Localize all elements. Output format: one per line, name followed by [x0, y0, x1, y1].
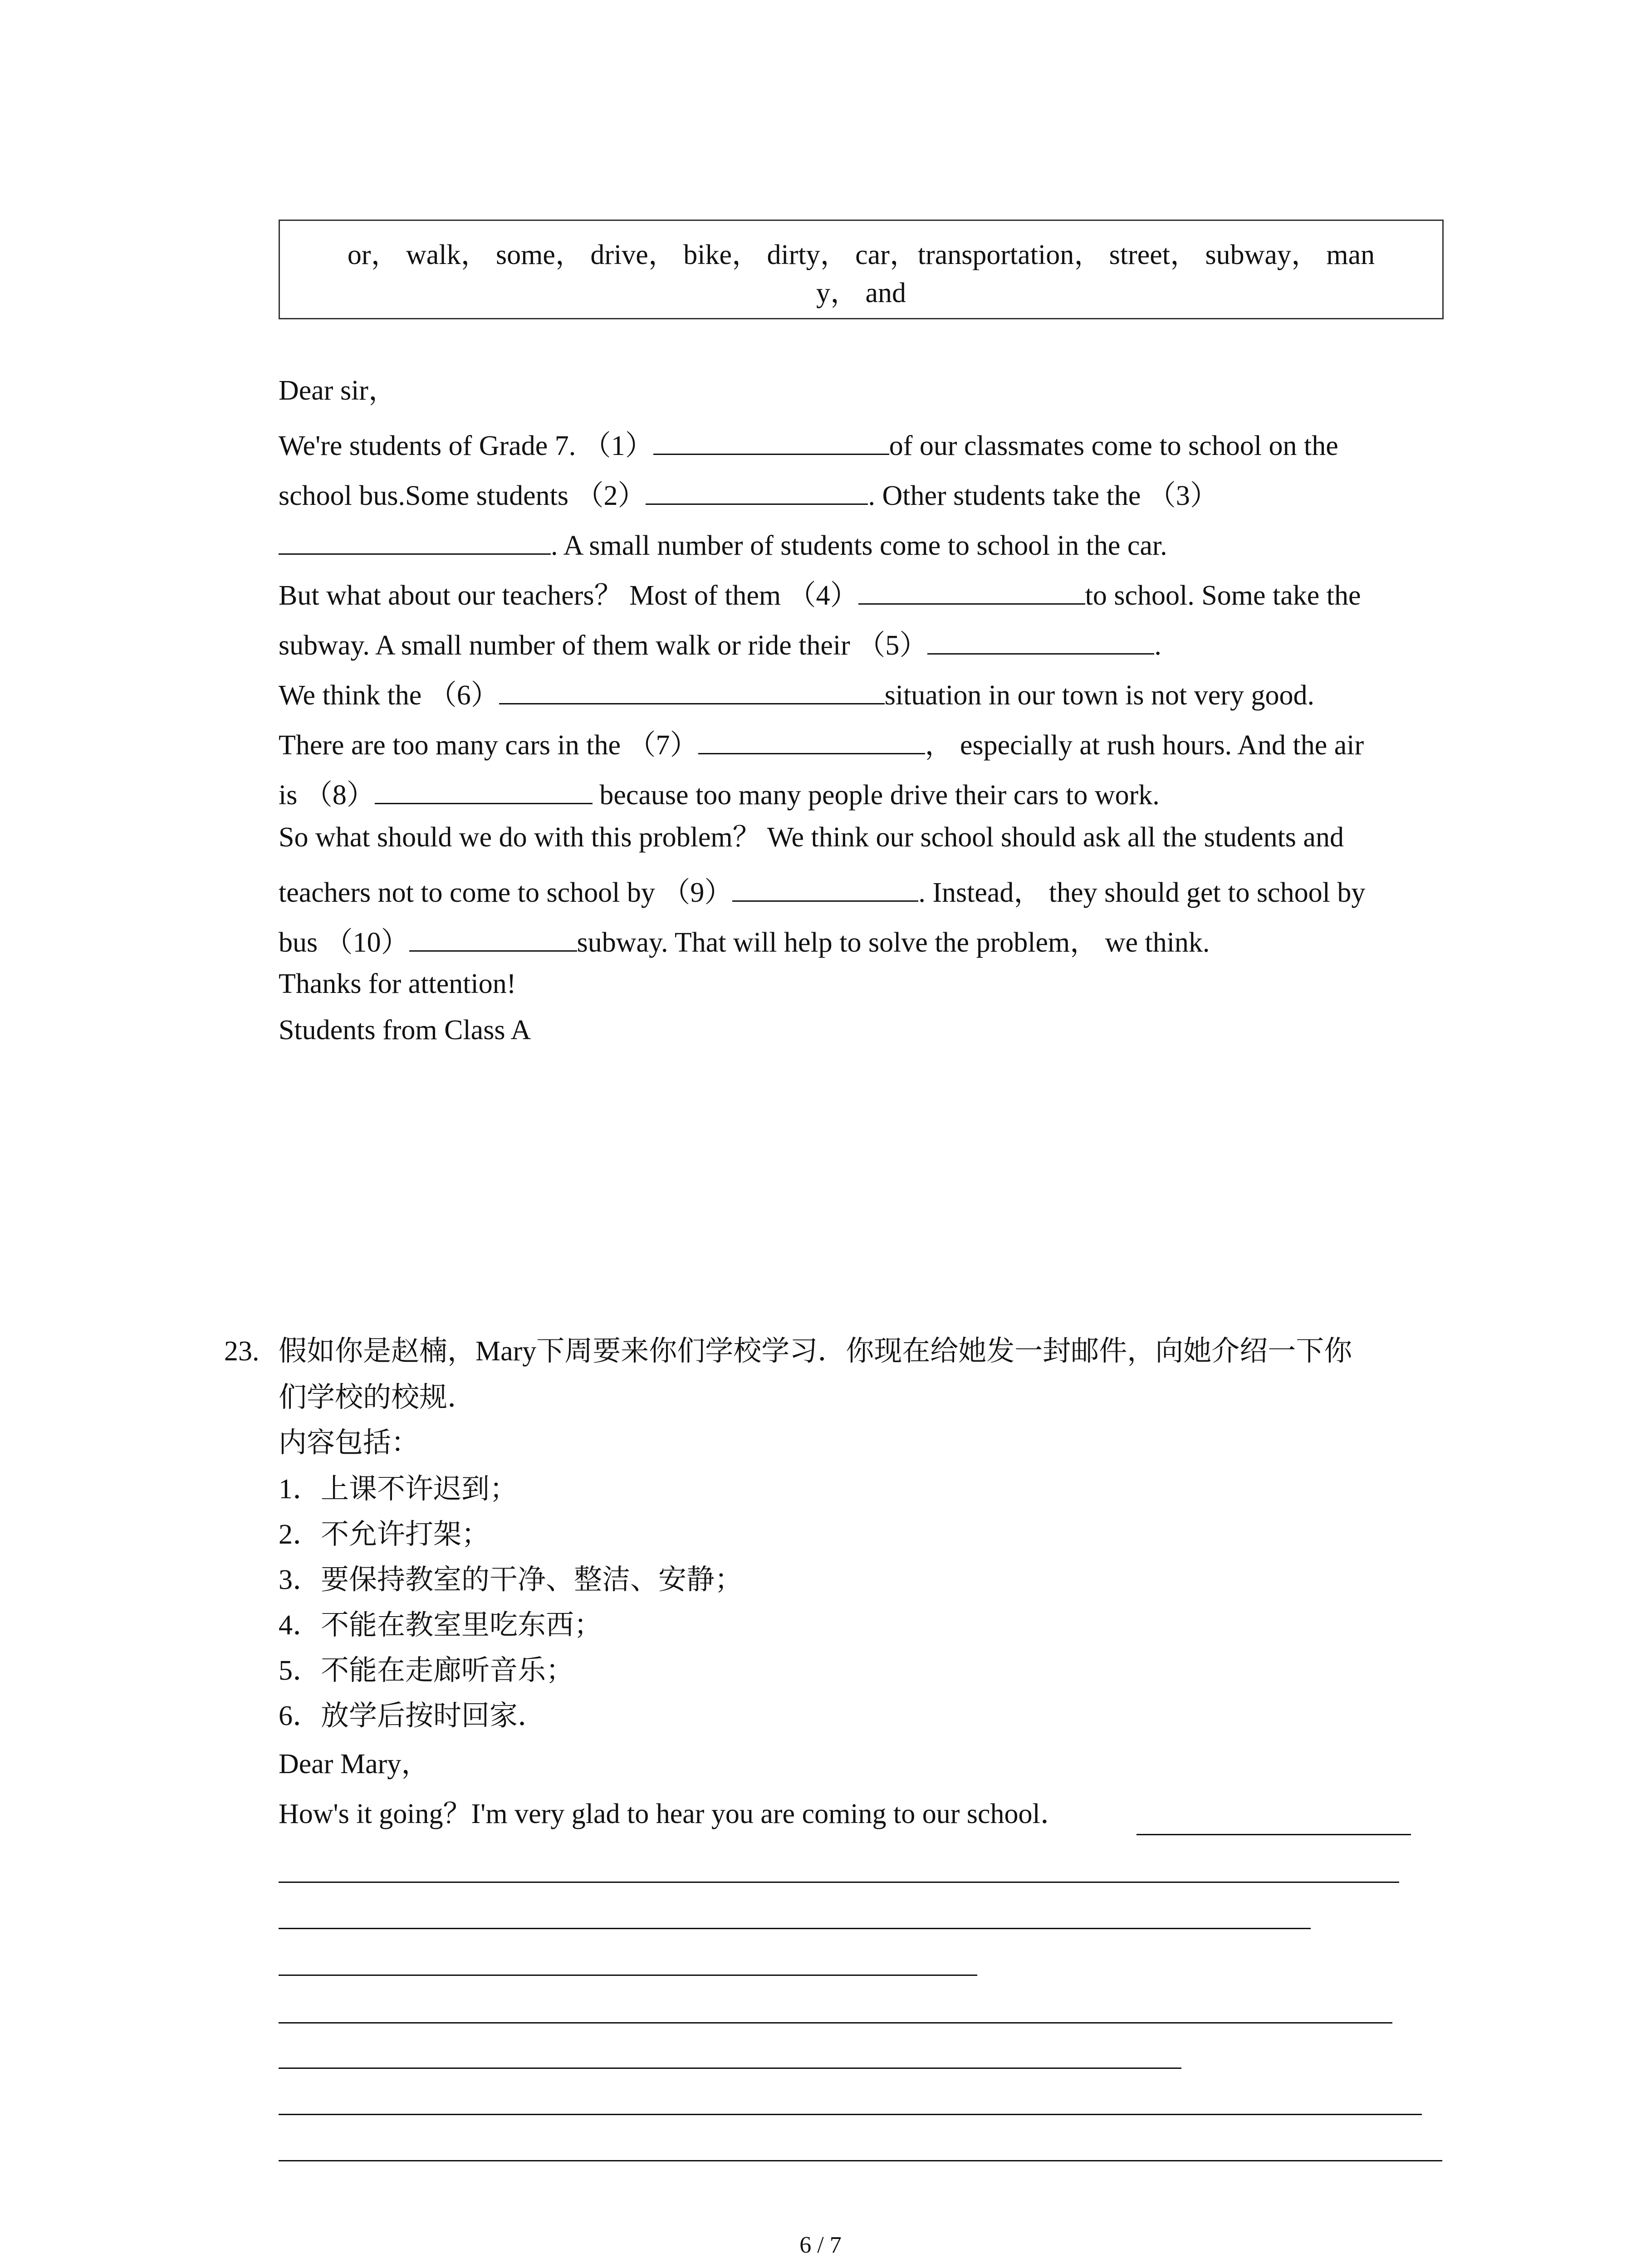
letter-line-10: teachers not to come to school by （9） . Instead， they should get to school by: [279, 873, 1365, 907]
question-23-prompt-line-1: 假如你是赵楠，Mary下周要来你们学校学习．你现在给她发一封邮件，向她介绍一下你: [279, 1336, 1352, 1367]
email-greeting: Dear Mary，: [279, 1749, 430, 1779]
letter-line-9: So what should we do with this problem？ We think our school should ask all the students and: [279, 822, 1344, 853]
letter-line-4: But what about our teachers？ Most of them （4） to school. Some take the: [279, 576, 1361, 610]
question-23-prompt-line-2: 们学校的校规．: [279, 1382, 476, 1413]
writing-line[interactable]: [279, 1882, 1399, 1883]
letter-line-8: is （8） because too many people drive their cars to work.: [279, 776, 1160, 809]
letter-thanks: Thanks for attention!: [279, 968, 516, 999]
requirement-item: 3．要保持教室的干净、整洁、安静；: [279, 1564, 743, 1595]
blank-10[interactable]: [409, 923, 577, 952]
letter-line-1: We're students of Grade 7. （1） of our classmates come to school on the: [279, 426, 1338, 460]
writing-line[interactable]: [1136, 1834, 1411, 1835]
letter-line-2: school bus.Some students （2） . Other students take the （3）: [279, 476, 1218, 510]
writing-line[interactable]: [279, 1928, 1311, 1929]
letter-signature: Students from Class A: [279, 1015, 531, 1046]
requirement-item: 2．不允许打架；: [279, 1519, 490, 1550]
requirement-item: 1．上课不许迟到；: [279, 1474, 518, 1505]
email-opening-line: How's it going？I'm very glad to hear you are coming to our school．: [279, 1799, 1068, 1829]
letter-greeting: Dear sir，: [279, 375, 397, 406]
word-bank-line-1: or， walk， some， drive， bike， dirty， car，transportation， street， subway， man: [347, 240, 1375, 270]
letter-line-6: We think the （6） situation in our town is not very good.: [279, 676, 1314, 709]
writing-line[interactable]: [279, 1975, 977, 1976]
requirement-item: 4．不能在教室里吃东西；: [279, 1610, 603, 1641]
word-bank-box: [279, 220, 1444, 319]
blank-6[interactable]: [499, 676, 885, 704]
blank-3[interactable]: [279, 526, 551, 555]
requirement-item: 5．不能在走廊听音乐；: [279, 1655, 574, 1686]
writing-line[interactable]: [279, 2022, 1392, 2024]
letter-line-3: . A small number of students come to school in the car.: [279, 526, 1167, 560]
blank-7[interactable]: [698, 726, 925, 754]
content-label: 内容包括：: [279, 1427, 420, 1458]
writing-line[interactable]: [279, 2160, 1442, 2161]
blank-8[interactable]: [375, 776, 593, 804]
page-number: 6 / 7: [799, 2232, 842, 2258]
question-23-number: 23.: [224, 1336, 260, 1367]
writing-line[interactable]: [279, 2068, 1181, 2069]
word-bank-line-2: y， and: [816, 278, 906, 308]
writing-line[interactable]: [279, 2114, 1422, 2115]
blank-1[interactable]: [653, 426, 889, 455]
blank-5[interactable]: [927, 626, 1154, 655]
blank-9[interactable]: [732, 873, 918, 902]
requirement-item: 6．放学后按时回家．: [279, 1701, 546, 1731]
letter-line-11: bus （10） subway. That will help to solve the problem， we think.: [279, 923, 1210, 957]
blank-2[interactable]: [646, 476, 868, 505]
letter-line-5: subway. A small number of them walk or ride their （5） .: [279, 626, 1161, 660]
blank-4[interactable]: [858, 576, 1085, 605]
letter-line-7: There are too many cars in the （7） ， especially at rush hours. And the air: [279, 726, 1364, 759]
